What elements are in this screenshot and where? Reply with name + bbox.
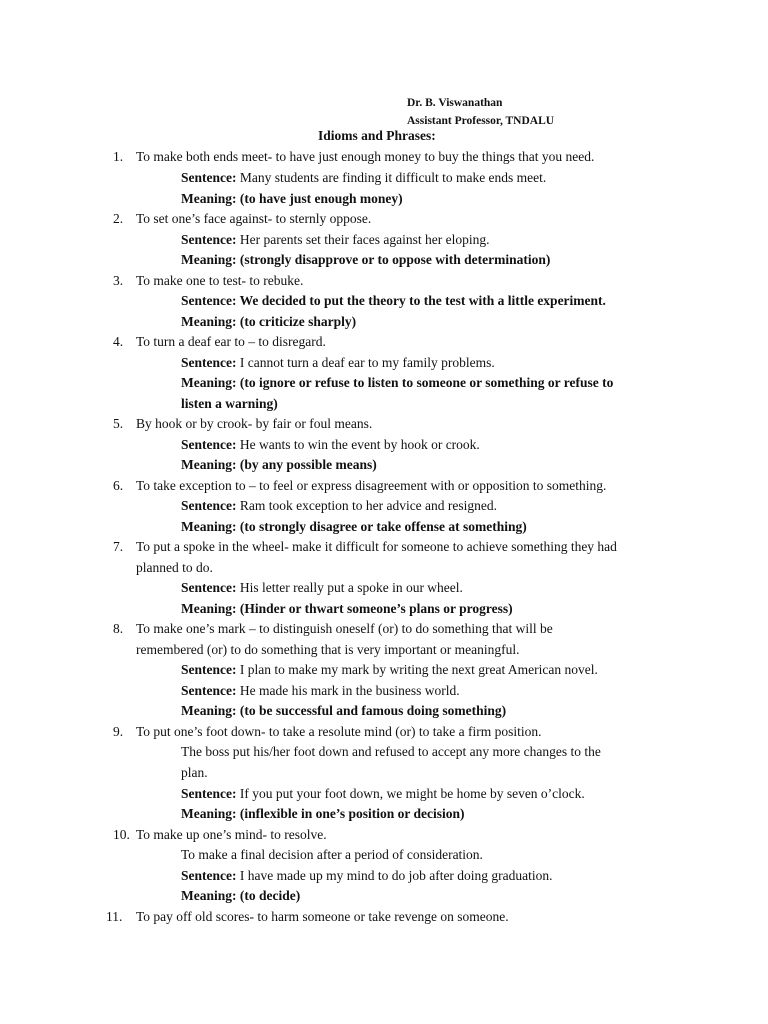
- sentence-label: Sentence:: [181, 786, 237, 801]
- idiom-text: To take exception to – to feel or express disagreement with or opposition to something.: [136, 478, 607, 493]
- sentence-line: [181, 170, 546, 186]
- meaning-line: [181, 252, 550, 268]
- document-title: Idioms and Phrases:: [318, 128, 436, 143]
- sentence-label: Sentence:: [181, 232, 237, 247]
- idiom-text: To pay off old scores- to harm someone or take revenge on someone.: [136, 909, 509, 924]
- item-number: 4.: [113, 334, 124, 349]
- sentence-line: [181, 683, 460, 699]
- sentence-text: I plan to make my mark by writing the next great American novel.: [236, 662, 598, 677]
- meaning-line: [181, 519, 527, 535]
- sentence-line: [181, 580, 463, 596]
- sentence-label: Sentence:: [181, 580, 237, 595]
- item-number: 9.: [113, 724, 124, 739]
- sentence-line: [181, 662, 598, 678]
- item-number: 1.: [113, 149, 124, 164]
- sentence-line: [181, 437, 480, 453]
- idiom-text: To set one’s face against- to sternly oppose.: [136, 211, 372, 226]
- sentence-label: Sentence:: [181, 498, 237, 513]
- item-number: 6.: [113, 478, 124, 493]
- meaning-text: Meaning: (to criticize sharply): [181, 314, 357, 329]
- idiom-text: By hook or by crook- by fair or foul means.: [136, 416, 373, 431]
- idiom-text: To put a spoke in the wheel- make it difficult for someone to achieve something they had: [136, 539, 617, 554]
- idiom-text-continued: planned to do.: [136, 560, 213, 575]
- idiom-text: To make up one’s mind- to resolve.: [136, 827, 327, 842]
- sentence-label: Sentence:: [181, 437, 237, 452]
- meaning-text: Meaning: (to be successful and famous doing something): [181, 703, 507, 718]
- sentence-line: [181, 786, 585, 802]
- idiom-text-continued: remembered (or) to do something that is very important or meaningful.: [136, 642, 520, 657]
- sentence-line: [181, 232, 490, 248]
- sentence-label: Sentence:: [181, 355, 237, 370]
- sentence-line: [181, 868, 553, 884]
- sentence-label: Sentence:: [181, 662, 237, 677]
- explanation-line-continued: plan.: [181, 765, 208, 780]
- meaning-text: Meaning: (strongly disapprove or to oppose with determination): [181, 252, 551, 267]
- item-number: 3.: [113, 273, 124, 288]
- item-number: 7.: [113, 539, 124, 554]
- meaning-line: [181, 191, 403, 207]
- meaning-line: [181, 314, 356, 330]
- meaning-text: Meaning: (to strongly disagree or take offense at something): [181, 519, 527, 534]
- meaning-text: Meaning: (to have just enough money): [181, 191, 403, 206]
- author-title: Assistant Professor, TNDALU: [407, 115, 555, 127]
- item-number: 11.: [106, 909, 123, 924]
- sentence-line: [181, 355, 495, 371]
- author-block: [407, 94, 554, 130]
- item-number: 5.: [113, 416, 124, 431]
- meaning-line: [181, 888, 300, 904]
- meaning-line: [181, 375, 613, 391]
- meaning-line: [181, 806, 465, 822]
- item-number: 2.: [113, 211, 124, 226]
- meaning-line: [181, 457, 377, 473]
- sentence-text: I cannot turn a deaf ear to my family problems.: [236, 355, 495, 370]
- sentence-label: Sentence:: [181, 683, 237, 698]
- sentence-line: [181, 498, 497, 514]
- explanation-line: To make a final decision after a period of consideration.: [181, 847, 483, 862]
- meaning-text: Meaning: (inflexible in one’s position or decision): [181, 806, 465, 821]
- sentence-text: His letter really put a spoke in our wheel.: [236, 580, 463, 595]
- sentence-label: Sentence:: [181, 868, 237, 883]
- sentence-text: Many students are finding it difficult to make ends meet.: [236, 170, 547, 185]
- idiom-text: To put one’s foot down- to take a resolute mind (or) to take a firm position.: [136, 724, 542, 739]
- sentence-text: I have made up my mind to do job after doing graduation.: [236, 868, 553, 883]
- sentence-line: [181, 293, 606, 309]
- meaning-text: Meaning: (to ignore or refuse to listen to someone or something or refuse to: [181, 375, 614, 390]
- meaning-text: Meaning: (by any possible means): [181, 457, 377, 472]
- sentence-text: He wants to win the event by hook or crook.: [236, 437, 480, 452]
- meaning-line-continued: [181, 396, 278, 412]
- meaning-text-continued: listen a warning): [181, 396, 278, 411]
- idiom-text: To turn a deaf ear to – to disregard.: [136, 334, 326, 349]
- meaning-line: [181, 703, 506, 719]
- item-number: 8.: [113, 621, 124, 636]
- idiom-text: To make one’s mark – to distinguish oneself (or) to do something that will be: [136, 621, 553, 636]
- sentence-text: Her parents set their faces against her eloping.: [236, 232, 490, 247]
- meaning-text: Meaning: (to decide): [181, 888, 301, 903]
- sentence-text: He made his mark in the business world.: [236, 683, 460, 698]
- idiom-text: To make both ends meet- to have just enough money to buy the things that you need.: [136, 149, 595, 164]
- author-name: Dr. B. Viswanathan: [407, 97, 503, 109]
- meaning-text: Meaning: (Hinder or thwart someone’s plans or progress): [181, 601, 513, 616]
- sentence-text: If you put your foot down, we might be home by seven o’clock.: [236, 786, 585, 801]
- explanation-line: The boss put his/her foot down and refused to accept any more changes to the: [181, 744, 601, 759]
- sentence-text: Ram took exception to her advice and resigned.: [236, 498, 498, 513]
- sentence-label: Sentence:: [181, 170, 237, 185]
- item-number: 10.: [113, 827, 130, 842]
- meaning-line: [181, 601, 513, 617]
- idiom-text: To make one to test- to rebuke.: [136, 273, 304, 288]
- sentence-text-bold: Sentence: We decided to put the theory to the test with a little experiment.: [181, 293, 606, 308]
